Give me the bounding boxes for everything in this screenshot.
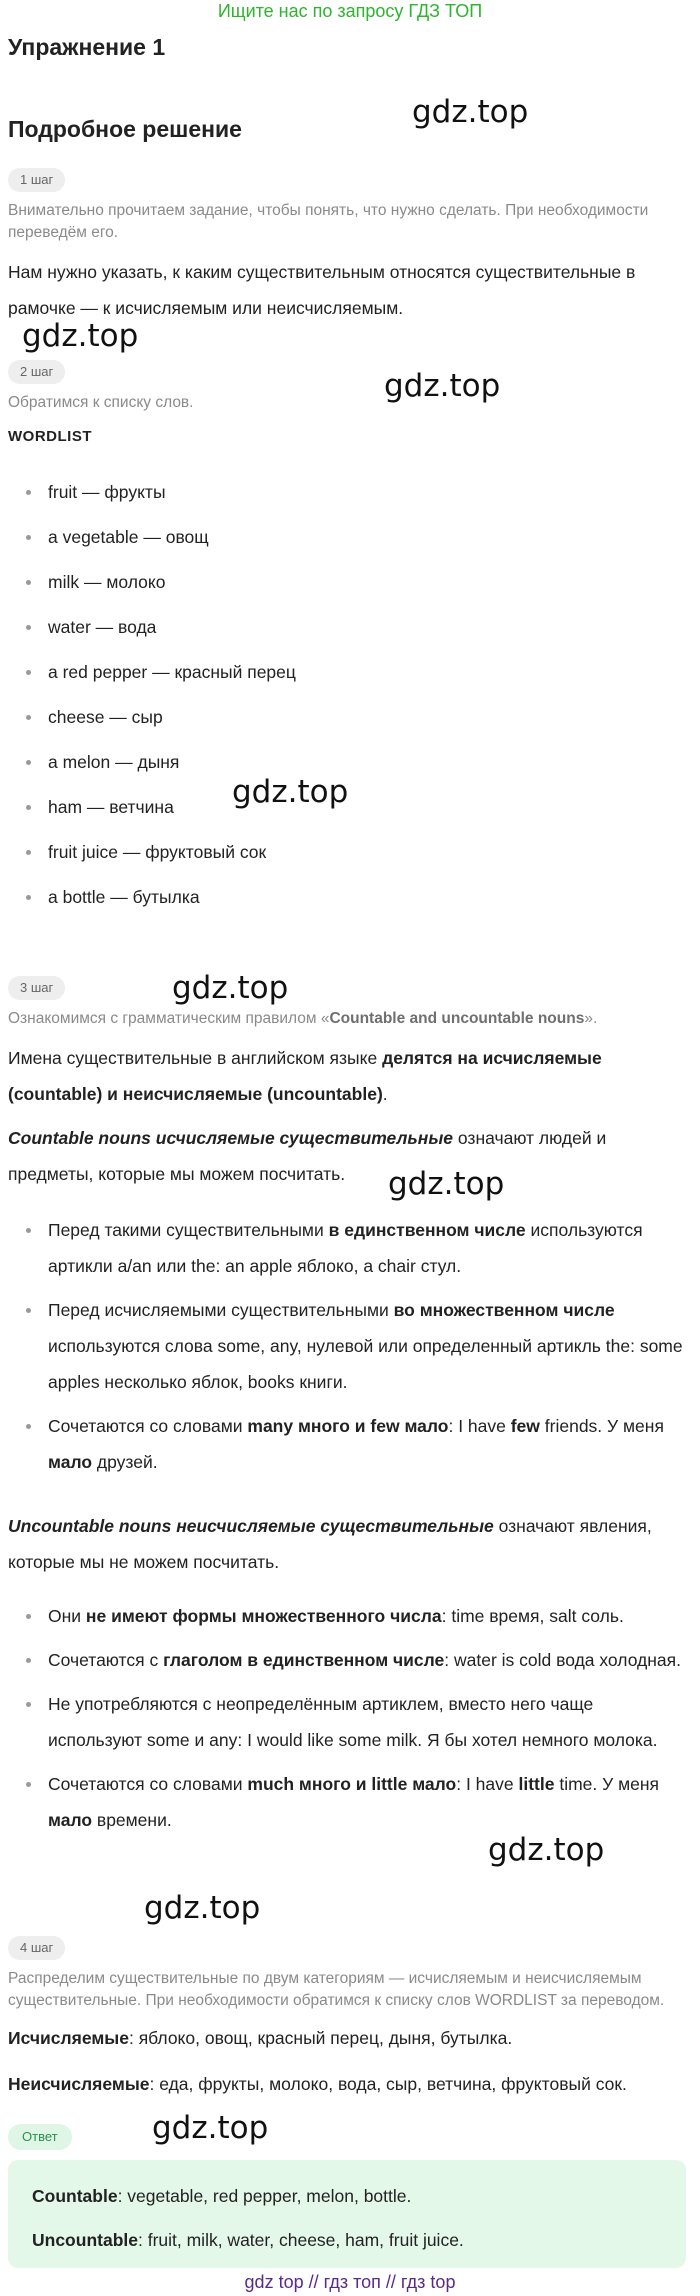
watermark: gdz.top xyxy=(412,94,529,130)
top-banner[interactable]: Ищите нас по запросу ГДЗ ТОП xyxy=(217,1,483,21)
list-item: cheese — сыр xyxy=(0,699,700,735)
step-hint: Ознакомимся с грамматическим правилом «Countable and uncountable nouns». xyxy=(8,1010,598,1027)
uncountable-definition: Uncountable nouns неисчисляемые существительные означают явления, которые мы не можем посчитать. xyxy=(8,1516,652,1572)
list-item: water — вода xyxy=(0,609,700,645)
page-title: Упражнение 1 xyxy=(8,34,166,60)
watermark: gdz.top xyxy=(144,1890,261,1926)
watermark: gdz.top xyxy=(384,368,501,404)
list-item: Перед исчисляемыми существительными во множественном числе используются слова some, any, нулевой или определенный артикль the: some apples несколько яблок, books книги. xyxy=(0,1292,690,1400)
answer-uncountable: Uncountable: fruit, milk, water, cheese, ham, fruit juice. xyxy=(32,2230,464,2250)
step-badge: 4 шаг xyxy=(8,1936,65,1960)
step-hint: Распределим существительные по двум категориям — исчисляемым и неисчисляемым существительные. При необходимости обратимся к списку слов WORDLIST за переводом. xyxy=(8,1970,665,2009)
step-badge: 1 шаг xyxy=(8,168,65,192)
list-item: Сочетаются со словами much много и little мало: I have little time. У меня мало времени. xyxy=(0,1766,690,1838)
step-badge: 2 шаг xyxy=(8,360,65,384)
countable-definition: Countable nouns исчисляемые существительные означают людей и предметы, которые мы можем посчитать. xyxy=(8,1128,607,1184)
section-title: Подробное решение xyxy=(8,116,242,142)
footer-links[interactable]: gdz top // гдз топ // гдз top xyxy=(244,2272,456,2292)
list-item: fruit juice — фруктовый сок xyxy=(0,834,700,870)
list-item: Сочетаются с глаголом в единственном числе: water is cold вода холодная. xyxy=(0,1642,690,1678)
answer-countable: Countable: vegetable, red pepper, melon, bottle. xyxy=(32,2186,412,2206)
watermark: gdz.top xyxy=(152,2110,269,2146)
countable-rules xyxy=(0,1212,690,1480)
wordlist-heading: WORDLIST xyxy=(8,428,92,445)
list-item: Не употребляются с неопределённым артиклем, вместо него чаще используют some и any: I would like some milk. Я бы хотел немного молока. xyxy=(0,1686,690,1758)
rule-name: Countable and uncountable nouns xyxy=(329,1010,585,1027)
watermark: gdz.top xyxy=(232,774,349,810)
uncountable-result: Неисчисляемые: еда, фрукты, молоко, вода, сыр, ветчина, фруктовый сок. xyxy=(8,2074,627,2094)
list-item: a vegetable — овощ xyxy=(0,519,700,555)
watermark: gdz.top xyxy=(388,1166,505,1202)
watermark: gdz.top xyxy=(22,318,139,354)
answer-box xyxy=(8,2160,686,2268)
wordlist xyxy=(0,474,700,915)
countable-result: Исчисляемые: яблоко, овощ, красный перец, дыня, бутылка. xyxy=(8,2028,513,2048)
list-item: Перед такими существительными в единственном числе используются артикли a/an или the: an apple яблоко, a chair стул. xyxy=(0,1212,690,1284)
answer-badge: Ответ xyxy=(8,2124,72,2150)
list-item: a melon — дыня xyxy=(0,744,700,780)
list-item: Они не имеют формы множественного числа: time время, salt соль. xyxy=(0,1598,690,1634)
list-item: fruit — фрукты xyxy=(0,474,700,510)
rule-intro: Имена существительные в английском языке делятся на исчисляемые (countable) и неисчисляемые (uncountable). xyxy=(8,1048,602,1104)
list-item: ham — ветчина xyxy=(0,789,700,825)
list-item: a bottle — бутылка xyxy=(0,879,700,915)
list-item: a red pepper — красный перец xyxy=(0,654,700,690)
watermark: gdz.top xyxy=(488,1832,605,1868)
step-badge: 3 шаг xyxy=(8,976,65,1000)
step-text: Нам нужно указать, к каким существительным относятся существительные в рамочке — к исчисляемым или неисчисляемым. xyxy=(8,262,636,318)
step-hint: Обратимся к списку слов. xyxy=(8,394,194,411)
uncountable-rules xyxy=(0,1598,690,1838)
list-item: milk — молоко xyxy=(0,564,700,600)
step-hint: Внимательно прочитаем задание, чтобы понять, что нужно сделать. При необходимости переведём его. xyxy=(8,202,649,241)
watermark: gdz.top xyxy=(172,970,289,1006)
list-item: Сочетаются со словами many много и few мало: I have few friends. У меня мало друзей. xyxy=(0,1408,690,1480)
